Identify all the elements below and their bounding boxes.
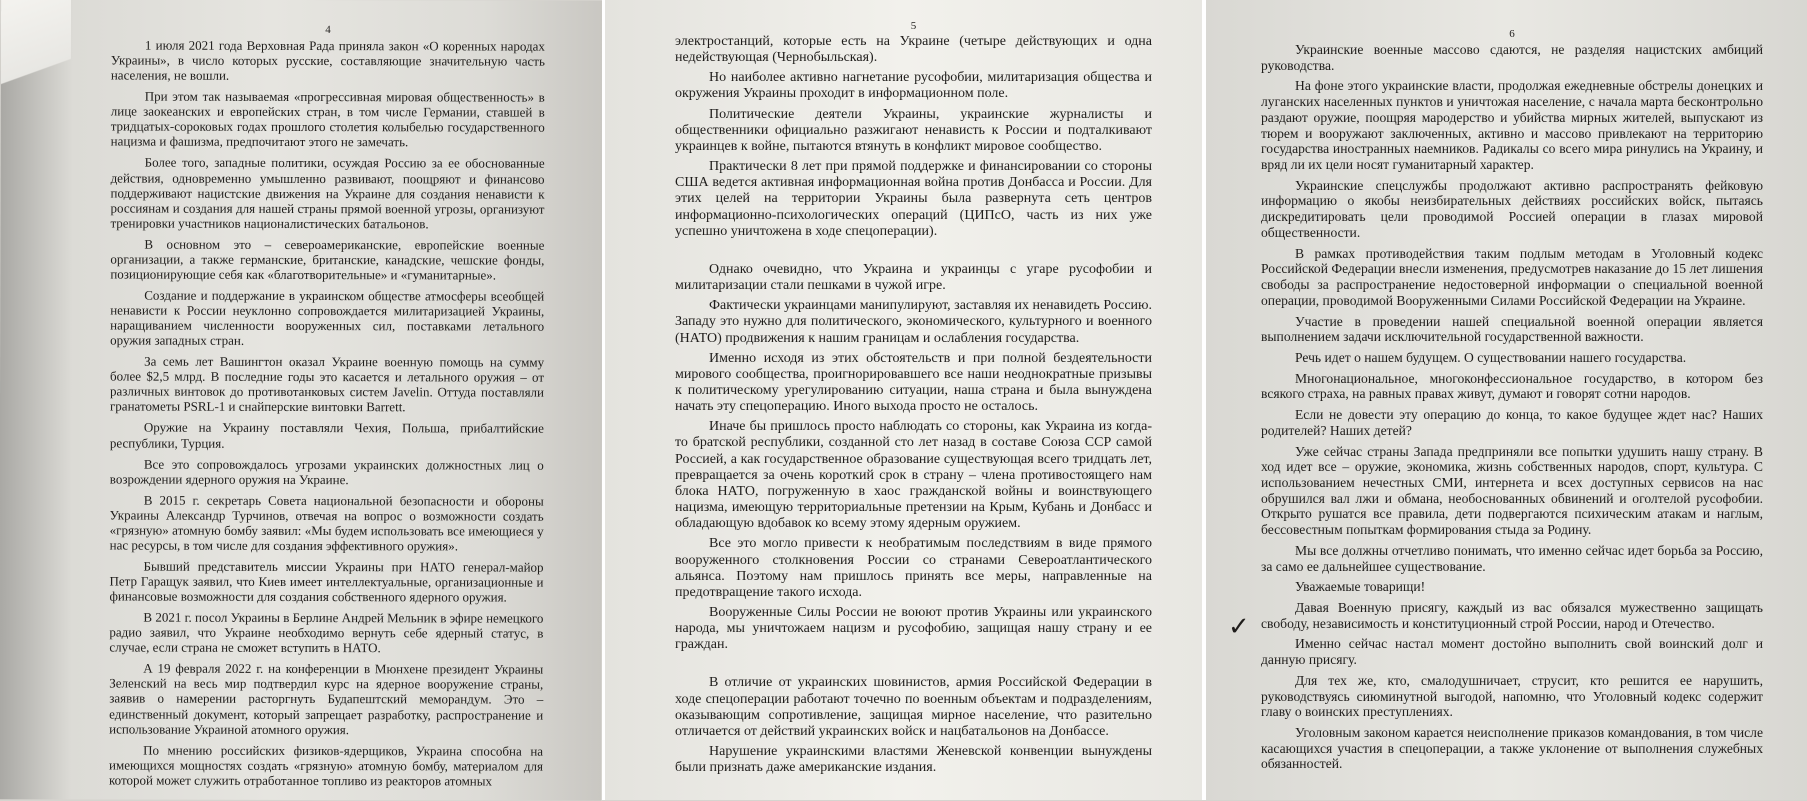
paragraph: Однако очевидно, что Украина и украинцы с угаре русофобии и милитаризации стали пешками в чужой игре. [675,261,1152,294]
paragraph: При этом так называемая «прогрессивная мировая общественность» в лице заокеанских и европейских стран, в том числе Германии, ставшей в тридцатых-сороковых годах прошлого столетия колыбелью государственного нацизма и фашизма, предпочитают этого не замечать. [110,88,545,150]
folded-corner [1,0,71,94]
page-5 [605,0,1202,800]
paragraph: 1 июля 2021 года Верховная Рада приняла закон «О коренных народах Украины», в число которых русские, составляющие значительную часть населения, не вошли. [110,37,545,83]
paragraph: Уже сейчас страны Запада предприняли все попытки удушить нашу страну. В ход идет все – оружие, экономика, жизнь собственных народов, спорт, культура. С использованием нечестных СМИ, интернета и всех доступных сервисов на нас обрушился вал лжи и обмана, необоснованных обвинений и оголтелой русофобии. Открыто рушатся все правила, дети подвергаются психическим атакам и наглым, бессовестным попыткам формирования стыда за Родину. [1261,443,1763,538]
paragraph: Речь идет о нашем будущем. О существовании нашего государства. [1295,349,1687,365]
page-number: 6 [1509,28,1515,40]
paragraph: Украинские военные массово сдаются, не разделяя нацистских амбиций руководства. [1261,42,1763,73]
page-text [1261,42,1763,772]
paragraph: Практически 8 лет при прямой поддержке и финансировании со стороны США ведется активная информационная война против Донбасса и России. Для этих целей на территории Украины была развернута сеть центров информационно-психологических операций (ЦИПсО, часть из них уже успешно уничтожена в ходе спецоперации). [675,159,1152,239]
paragraph: Уголовным законом карается неисполнение приказов командования, в том числе касающихся участия в спецоперации, а также уклонение от выполнения служебных обязанностей. [1261,725,1763,772]
paragraph: Уважаемые товарищи! [1295,579,1426,595]
paragraph: Политические деятели Украины, украинские журналисты и общественники официально разжигают ненависть к России и подталкивают украинцев к войне, пытаются втянуть в конфликт мировое сообщество. [675,106,1152,154]
paragraph: В отличие от украинских шовинистов, армия Российской Федерации в ходе спецоперации работают точечно по военным объектам и подразделениям, оказывающим сопротивление, защищая мирное население, что разительно отличается от действий украинских войск и нацбатальонов на Донбассе. [675,675,1152,739]
paragraph: А 19 февраля 2022 г. на конференции в Мюнхене президент Украины Зеленский на весь мир подтвердил курс на ядерное вооружение страны, заявив о намерении расторгнуть Будапештский меморандум. Это – единственный документ, который запрещает разработку, распространение и использование Украиной атомного оружия. [109,660,544,737]
page-6 [1206,0,1807,800]
paragraph: электростанций, которые есть на Украине (четыре действующих и одна недействующая (Чернобыльская). [675,34,1152,66]
paragraph: Участие в проведении нашей специальной военной операции является выполнением задачи исключительной государственной важности. [1261,313,1763,345]
paragraph: По мнению российских физиков-ядерщиков, Украина способна на имеющихся мощностях создать «грязную» атомную бомбу, материалом для которой может служить отработанное топливо из реакторов атомных [108,742,544,789]
page-number: 4 [325,24,331,37]
paragraph: Все это могло привести к необратимым последствиям в виде прямого вооруженного столкновения России со странами Североатлантического альянса. Поэтому нам пришлось принять все меры, направленные на предотвращение такого исхода. [675,536,1152,600]
paragraph: Иначе бы пришлось просто наблюдать со стороны, как Украина из когда-то братской республики, созданной сто лет назад в составе Союза ССР самой Россией, а как государственное образование существующая всего тридцать лет, превращается за очень короткий срок в страну – члена противостоящего нам блока НАТО, погруженную в хаос гражданской войны и воинствующего нацизма, имеющую территориальные претензии на Крым, Кубань и Донбасс и обладающую вдобавок ко всему этому ядерным оружием. [675,419,1152,532]
paragraph: Украинские спецслужбы продолжают активно распространять фейковую информацию о якобы неизбирательных действиях российских войск, пытаясь дискредитировать цели проводимой Россией операции в глазах мировой общественности. [1261,177,1763,240]
paragraph: Но наиболее активно нагнетание русофобии, милитаризация общества и окружения Украины проходит в информационном поле. [675,70,1152,102]
paragraph: В рамках противодействия таким подлым методам в Уголовный кодекс Российской Федерации внесли изменения, предусмотрев наказание до 15 лет лишения свободы за распространение недостоверной информации о специальной военной операции, проводимой Вооруженными Силами Российской Федерации на Украине. [1261,245,1763,308]
paragraph: В основном это – североамериканские, европейские военные организации, а также германские, британские, канадские, чешские фонды, позиционирующие себя как «благотворительные» и «гуманитарные». [110,236,545,283]
paragraph: За семь лет Вашингтон оказал Украине военную помощь на сумму более $2,5 млрд. В последние годы это касается и летального оружия – от различных винтовок до противотанковых систем Javelin. Оттуда поставляли гранатометы PSRL-1 и снайперские винтовки Barrett. [109,353,545,415]
paragraph: Именно сейчас настал момент достойно выполнить свой воинский долг и данную присягу. [1261,636,1763,668]
paragraph: Оружие на Украину поставляли Чехия, Польша, прибалтийские республики, Турция. [109,420,544,451]
page-text [109,38,545,789]
paragraph: В 2015 г. секретарь Совета национальной безопасности и обороны Украины Александр Турчинов, отвечая на вопрос о возможности создать «грязную» атомную бомбу заявил: «Мы будем использовать все имеющиеся у нас ресурсы, в том числе для создания эффективного оружия». [109,492,544,554]
paragraph: Для тех же, кто, смалодушничает, струсит, кто решится ее нарушить, руководствуясь сиюминутной выгодой, напомню, что Уголовный кодекс содержит главу о воинских преступлениях. [1261,672,1763,720]
paragraph: Вооруженные Силы России не воюют против Украины или украинского народа, мы уничтожаем нацизм и русофобию, защищая нашу страну и ее граждан. [675,605,1152,653]
paragraph: Фактически украинцами манипулируют, заставляя их ненавидеть Россию. Западу это нужно для политического, экономического, культурного и военного (НАТО) продвижения к нашим границам и ослабления государства. [675,298,1152,346]
paragraph: Более того, западные политики, осуждая Россию за ее обоснованные действия, одновременно умышленно развивают, поощряют и финансово поддерживают нацистские движения на Украине для создания ненависти к россиянам и создания для нашей страны прямой военной угрозы, организуют тренировки участников националистических батальонов. [110,155,545,232]
paragraph: Создание и поддержание в украинском обществе атмосферы всеобщей ненависти к России неуклонно сопровождается милитаризацией Украины, наращиванием численности вооруженных сил, поставками летального оружия западных стран. [110,287,545,348]
paragraph: Давая Военную присягу, каждый из вас обязался мужественно защищать свободу, независимость и конституционный строй России, народ и Отечество. [1261,600,1763,631]
page-number: 5 [910,20,917,32]
paragraph: Все это сопровождалось угрозами украинских должностных лиц о возрождении ядерного оружия на Украине. [109,456,544,487]
page-text [675,34,1152,776]
page-4 [0,0,603,801]
paragraph: На фоне этого украинские власти, продолжая ежедневные обстрелы донецких и луганских населенных пунктов и уничтожая население, с начала марта бесконтрольно раздают оружие, поощряя мародерство и убийства мирных жителей, выпускают из тюрем и вооружают заключенных, активно и массово привлекают на территорию государства иностранных наемников. Радикалы со всего мира ринулись на Украину, и вряд ли их цели носят гуманитарный характер. [1261,78,1763,173]
paragraph: В 2021 г. посол Украины в Берлине Андрей Мельник в эфире немецкого радио заявил, что Украине необходимо вернуть себе ядерный статус, в случае, если страна не сможет вступить в НАТО. [109,609,544,656]
paragraph: Многонациональное, многоконфессиональное государство, в котором без всякого страха, на равных правах живут, думают и говорят сотни народов. [1261,370,1763,402]
paragraph: Мы все должны отчетливо понимать, что именно сейчас идет борьба за Россию, за само ее дальнейшее существование. [1261,542,1763,574]
paragraph: Если не довести эту операцию до конца, то какое будущее ждет нас? Наших родителей? Наших детей? [1261,407,1763,438]
paragraph: Нарушение украинскими властями Женевской конвенции вынуждены были признать даже американские издания. [675,744,1152,776]
paragraph: Именно исходя из этих обстоятельств и при полной бездеятельности мирового сообщества, проигнорировавшего все наши неоднократные призывы к политическому урегулированию ситуации, наша страна и была вынуждена начать эту спецоперацию. Иного выхода просто не осталось. [675,350,1152,415]
paragraph: Бывший представитель миссии Украины при НАТО генерал-майор Петр Гаращук заявил, что Киев имеет интеллектуальные, организационные и финансовые возможности для создания собственного ядерного оружия. [109,558,544,605]
checkmark-icon: ✓ [1228,612,1250,642]
